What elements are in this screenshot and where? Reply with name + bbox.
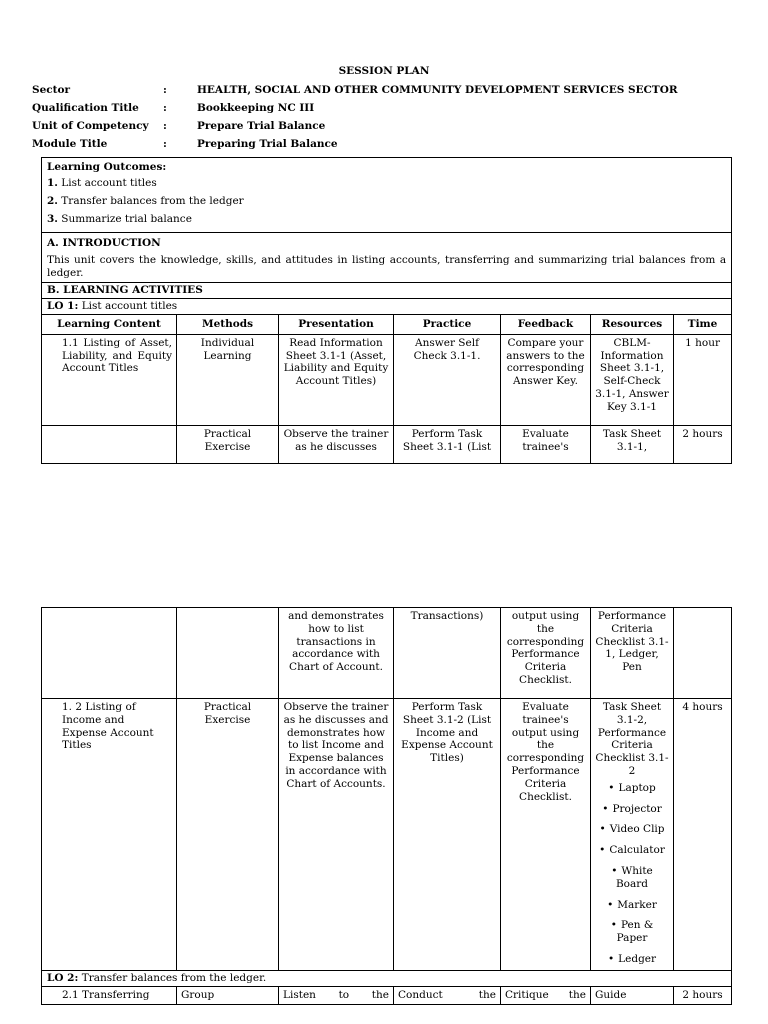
- word: the: [568, 988, 586, 1001]
- resource-item: Marker: [617, 898, 657, 911]
- column-header: Resources: [591, 314, 674, 334]
- outcome-text: Summarize trial balance: [57, 213, 192, 225]
- resource-item: Ledger: [618, 952, 657, 965]
- learning-content-cell: [42, 425, 177, 463]
- table-row: [42, 425, 732, 463]
- header-row-module: [0, 138, 768, 152]
- practice-cell: [394, 986, 501, 1004]
- resource-item: Laptop: [618, 781, 656, 794]
- lo1-text: List account titles: [78, 300, 178, 313]
- methods-cell: Group: [177, 986, 279, 1004]
- column-header: Learning Content: [42, 314, 177, 334]
- learning-content-cell: 1. 2 Listing of Income and Expense Account Titles: [42, 699, 177, 971]
- list-item: [595, 865, 669, 891]
- header-label: Qualification Title: [32, 102, 139, 114]
- learning-outcome-item: [47, 174, 726, 192]
- feedback-cell: Evaluate trainee's output using the corresponding Performance Criteria Checklist.: [501, 699, 591, 971]
- resources-cell: [591, 699, 674, 971]
- feedback-cell: Compare your answers to the corresponding Answer Key.: [501, 334, 591, 425]
- practice-cell: Perform Task Sheet 3.1-2 (List Income and Expense Account Titles): [394, 699, 501, 971]
- presentation-cell: Observe the trainer as he discusses and demonstrates how to list Income and Expense balances in accordance with Chart of Accounts.: [279, 699, 394, 971]
- document-title: SESSION PLAN: [338, 65, 430, 77]
- column-header: Feedback: [501, 314, 591, 334]
- column-header-row: [42, 314, 732, 334]
- presentation-cell: Observe the trainer as he discusses: [279, 425, 394, 463]
- list-item: [595, 919, 669, 945]
- session-plan-table-part-1: [41, 157, 732, 464]
- time-cell: 2 hours: [674, 425, 732, 463]
- lo2-label: LO 2:: [47, 971, 79, 984]
- practice-text: [398, 989, 496, 1002]
- header-row-unit: [0, 120, 768, 134]
- presentation-cell: Read Information Sheet 3.1-1 (Asset, Liability and Equity Account Titles): [279, 334, 394, 425]
- resource-item: Projector: [612, 802, 662, 815]
- table-row: [42, 334, 732, 425]
- feedback-cell: output using the corresponding Performance Criteria Checklist.: [501, 608, 591, 699]
- word: Listen: [283, 988, 316, 1001]
- outcome-number: 3.: [47, 213, 58, 225]
- table-row: [42, 986, 732, 1004]
- header-value: Prepare Trial Balance: [197, 120, 326, 132]
- methods-cell: Individual Learning: [177, 334, 279, 425]
- bullet-icon: •: [599, 844, 606, 857]
- learning-outcome-item: [47, 192, 726, 210]
- column-header: Presentation: [279, 314, 394, 334]
- learning-outcomes-heading: Learning Outcomes:: [47, 161, 167, 173]
- time-cell: 4 hours: [674, 699, 732, 971]
- methods-cell: [177, 608, 279, 699]
- introduction-text: This unit covers the knowledge, skills, and attitudes in listing accounts, transferring and summarizing trial balances from a ledger.: [47, 253, 727, 279]
- lo1-cell: [42, 299, 732, 315]
- list-item: [595, 953, 669, 966]
- list-item: [595, 823, 669, 836]
- header-label: Sector: [32, 84, 71, 96]
- learning-outcomes-cell: [42, 158, 732, 233]
- list-item: [595, 844, 669, 857]
- list-item: [595, 899, 669, 912]
- column-header: Time: [674, 314, 732, 334]
- bullet-icon: •: [610, 919, 617, 932]
- header-colon: :: [163, 102, 167, 114]
- learning-activities-row: [42, 283, 732, 299]
- header-colon: :: [163, 138, 167, 150]
- practice-cell: Transactions): [394, 608, 501, 699]
- resources-cell: Guide: [591, 986, 674, 1004]
- resources-text: Task Sheet 3.1-2, Performance Criteria Checklist 3.1-2: [595, 701, 669, 777]
- lo2-text: Transfer balances from the ledger.: [78, 971, 267, 984]
- table-row: [42, 608, 732, 699]
- bullet-icon: •: [608, 781, 615, 794]
- methods-cell: Practical Exercise: [177, 699, 279, 971]
- table-row: [42, 699, 732, 971]
- bullet-icon: •: [602, 802, 609, 815]
- practice-cell: Perform Task Sheet 3.1-1 (List: [394, 425, 501, 463]
- header-value: HEALTH, SOCIAL AND OTHER COMMUNITY DEVELOPMENT SERVICES SECTOR: [197, 84, 678, 96]
- bullet-icon: •: [607, 952, 615, 965]
- lo1-row: [42, 299, 732, 315]
- outcome-number: 2.: [47, 195, 58, 207]
- presentation-cell: [279, 986, 394, 1004]
- resources-cell: CBLM- Information Sheet 3.1-1, Self-Check 3.1-1, Answer Key 3.1-1: [591, 334, 674, 425]
- time-cell: 1 hour: [674, 334, 732, 425]
- bullet-icon: •: [599, 823, 606, 836]
- session-plan-table-part-2: [41, 607, 732, 1005]
- introduction-row: [42, 233, 732, 283]
- list-item: [595, 803, 669, 816]
- feedback-text: [505, 989, 586, 1002]
- resource-item: White Board: [615, 864, 653, 890]
- introduction-cell: [42, 233, 732, 283]
- header-colon: :: [163, 84, 167, 96]
- lo1-label: LO 1:: [47, 300, 79, 313]
- practice-cell: Answer Self Check 3.1-1.: [394, 334, 501, 425]
- word: Conduct: [398, 988, 443, 1001]
- bullet-icon: •: [607, 898, 614, 911]
- learning-content-cell: 2.1 Transferring: [42, 986, 177, 1004]
- resources-cell: Performance Criteria Checklist 3.1-1, Ledger, Pen: [591, 608, 674, 699]
- outcome-text: Transfer balances from the ledger: [57, 195, 244, 207]
- header-label: Unit of Competency: [32, 120, 149, 132]
- resources-cell: Task Sheet 3.1-1,: [591, 425, 674, 463]
- methods-cell: Practical Exercise: [177, 425, 279, 463]
- learning-activities-heading: B. LEARNING ACTIVITIES: [42, 283, 732, 299]
- word: the: [371, 988, 389, 1001]
- lo2-row: [42, 970, 732, 986]
- presentation-cell: and demonstrates how to list transactions in accordance with Chart of Account.: [279, 608, 394, 699]
- word: Critique: [505, 988, 549, 1001]
- introduction-heading: A. INTRODUCTION: [47, 237, 161, 249]
- resource-item: Calculator: [609, 844, 665, 857]
- header-value: Preparing Trial Balance: [197, 138, 338, 150]
- list-item: [595, 782, 669, 795]
- learning-outcome-item: [47, 210, 726, 228]
- lo2-cell: [42, 970, 732, 986]
- outcome-number: 1.: [47, 177, 58, 189]
- learning-outcomes-row: [42, 158, 732, 233]
- resource-item: Video Clip: [609, 823, 665, 836]
- column-header: Methods: [177, 314, 279, 334]
- header-value: Bookkeeping NC III: [197, 102, 315, 114]
- resource-list: [595, 782, 669, 966]
- header-colon: :: [163, 120, 167, 132]
- time-cell: [674, 608, 732, 699]
- feedback-cell: [501, 986, 591, 1004]
- learning-content-cell: 1.1 Listing of Asset, Liability, and Equity Account Titles: [42, 334, 177, 425]
- feedback-cell: Evaluate trainee's: [501, 425, 591, 463]
- header-label: Module Title: [32, 138, 108, 150]
- learning-content-cell: [42, 608, 177, 699]
- word: the: [478, 988, 496, 1001]
- header-row-sector: [0, 84, 768, 98]
- resource-item: Pen & Paper: [616, 919, 654, 945]
- presentation-text: [283, 989, 389, 1002]
- bullet-icon: •: [611, 864, 618, 877]
- column-header: Practice: [394, 314, 501, 334]
- word: to: [338, 988, 350, 1001]
- outcome-text: List account titles: [57, 177, 157, 189]
- header-row-qualification: [0, 102, 768, 116]
- time-cell: 2 hours: [674, 986, 732, 1004]
